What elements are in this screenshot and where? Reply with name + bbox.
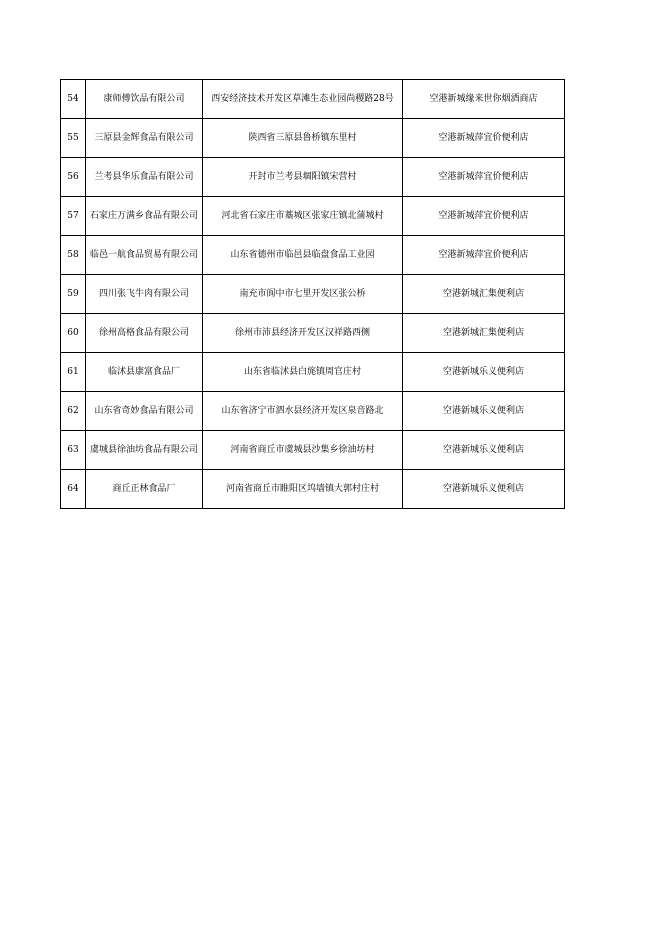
store-cell: 空港新城萍宜价便利店 <box>403 197 565 236</box>
store-cell: 空港新城乐义便利店 <box>403 353 565 392</box>
row-number-cell: 58 <box>61 236 86 275</box>
row-number-cell: 59 <box>61 275 86 314</box>
table-row <box>61 275 565 314</box>
store-cell: 空港新城乐义便利店 <box>403 470 565 509</box>
company-name-cell: 兰考县华乐食品有限公司 <box>86 158 203 197</box>
address-cell: 山东省临沭县白旄镇周官庄村 <box>203 353 403 392</box>
table-row <box>61 119 565 158</box>
table-row <box>61 197 565 236</box>
row-number-cell: 54 <box>61 80 86 119</box>
row-number-cell: 62 <box>61 392 86 431</box>
company-name-cell: 徐州高格食品有限公司 <box>86 314 203 353</box>
address-cell: 河南省商丘市虞城县沙集乡徐油坊村 <box>203 431 403 470</box>
company-name-cell: 石家庄万满乡食品有限公司 <box>86 197 203 236</box>
company-name-cell: 山东省奇妙食品有限公司 <box>86 392 203 431</box>
store-cell: 空港新城乐义便利店 <box>403 431 565 470</box>
store-cell: 空港新城汇集便利店 <box>403 275 565 314</box>
table-row <box>61 314 565 353</box>
table-row <box>61 470 565 509</box>
company-name-cell: 虞城县徐油坊食品有限公司 <box>86 431 203 470</box>
row-number-cell: 61 <box>61 353 86 392</box>
address-cell: 河南省商丘市睢阳区坞墙镇大郭村庄村 <box>203 470 403 509</box>
address-cell: 开封市兰考县堌阳镇宋营村 <box>203 158 403 197</box>
row-number-cell: 63 <box>61 431 86 470</box>
row-number-cell: 55 <box>61 119 86 158</box>
row-number-cell: 64 <box>61 470 86 509</box>
address-cell: 南充市阆中市七里开发区张公桥 <box>203 275 403 314</box>
table-row <box>61 353 565 392</box>
company-name-cell: 临邑一航食品贸易有限公司 <box>86 236 203 275</box>
table-row <box>61 80 565 119</box>
company-name-cell: 康师傅饮品有限公司 <box>86 80 203 119</box>
table-row <box>61 431 565 470</box>
table-row <box>61 392 565 431</box>
data-table <box>60 79 565 509</box>
company-name-cell: 商丘正林食品厂 <box>86 470 203 509</box>
row-number-cell: 56 <box>61 158 86 197</box>
store-cell: 空港新城萍宜价便利店 <box>403 119 565 158</box>
address-cell: 山东省济宁市泗水县经济开发区泉音路北 <box>203 392 403 431</box>
address-cell: 陕西省三原县鲁桥镇东里村 <box>203 119 403 158</box>
store-cell: 空港新城乐义便利店 <box>403 392 565 431</box>
address-cell: 河北省石家庄市藁城区张家庄镇北蒲城村 <box>203 197 403 236</box>
table-row <box>61 158 565 197</box>
store-cell: 空港新城汇集便利店 <box>403 314 565 353</box>
company-name-cell: 四川张飞牛肉有限公司 <box>86 275 203 314</box>
row-number-cell: 57 <box>61 197 86 236</box>
row-number-cell: 60 <box>61 314 86 353</box>
table-row <box>61 236 565 275</box>
company-name-cell: 临沭县康富食品厂 <box>86 353 203 392</box>
store-cell: 空港新城萍宜价便利店 <box>403 158 565 197</box>
address-cell: 西安经济技术开发区草滩生态业园尚稷路28号 <box>203 80 403 119</box>
address-cell: 徐州市沛县经济开发区汉祥路西侧 <box>203 314 403 353</box>
store-cell: 空港新城萍宜价便利店 <box>403 236 565 275</box>
store-cell: 空港新城缘来世你烟酒商店 <box>403 80 565 119</box>
address-cell: 山东省德州市临邑县临盘食品工业园 <box>203 236 403 275</box>
company-name-cell: 三原县金辉食品有限公司 <box>86 119 203 158</box>
table-body <box>61 80 565 509</box>
